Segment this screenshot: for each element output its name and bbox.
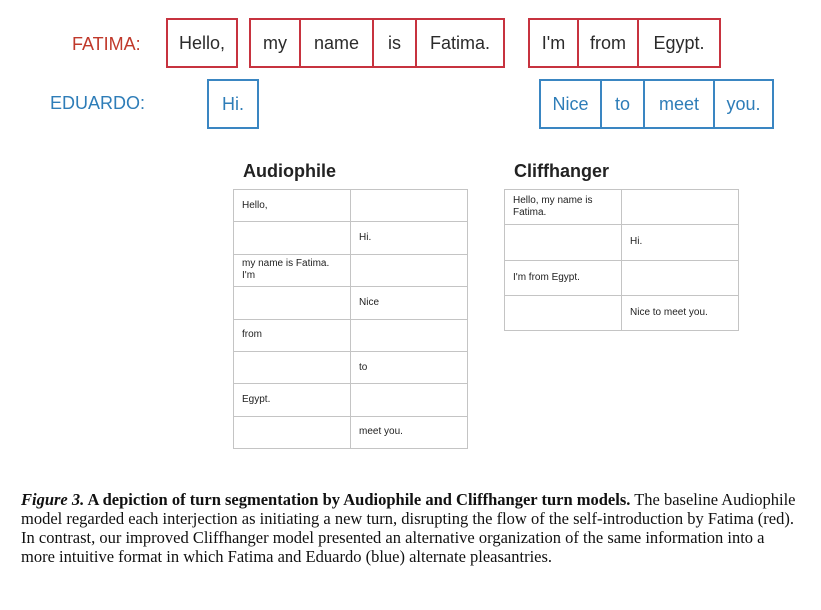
eduardo-turn-cell: meet you. (351, 416, 468, 448)
word-box-fatima: I'm (528, 18, 579, 68)
word-box-eduardo: to (600, 79, 645, 129)
table-row (505, 190, 739, 225)
eduardo-turn-cell (351, 384, 468, 416)
eduardo-turn-cell: Nice to meet you. (622, 295, 739, 330)
table-row (234, 351, 468, 383)
eduardo-turn-cell: Hi. (622, 225, 739, 260)
eduardo-turn-cell: to (351, 351, 468, 383)
table-row (234, 384, 468, 416)
fatima-turn-cell (234, 416, 351, 448)
eduardo-turn-cell (622, 260, 739, 295)
audiophile-turn-table (233, 189, 468, 449)
fatima-turn-cell (234, 222, 351, 254)
word-box-eduardo: Hi. (207, 79, 259, 129)
eduardo-turn-cell (622, 190, 739, 225)
table-row (505, 260, 739, 295)
fatima-turn-cell: Egypt. (234, 384, 351, 416)
word-box-eduardo: Nice (539, 79, 602, 129)
table-row (234, 287, 468, 319)
caption-body: The baseline Audiophile model regarded each interjection as initiating a new turn, disrupting the flow of the self-introduction by Fatima (red). In contrast, our improved Cliffhanger model presented an alternative organization of the same information into a more intuitive format in which Fatima and Eduardo (blue) alternate pleasantries. (21, 490, 796, 566)
table-row (234, 222, 468, 254)
speaker-label-eduardo: EDUARDO: (50, 93, 146, 113)
fatima-turn-cell: I'm from Egypt. (505, 260, 622, 295)
word-box-fatima: my (249, 18, 301, 68)
fatima-turn-cell (505, 225, 622, 260)
table-row (505, 225, 739, 260)
table-row (234, 190, 468, 222)
fatima-turn-cell: from (234, 319, 351, 351)
eduardo-turn-cell (351, 319, 468, 351)
table-row (234, 254, 468, 286)
word-box-fatima: is (372, 18, 417, 68)
word-box-eduardo: you. (713, 79, 774, 129)
figure-caption (21, 490, 801, 566)
figure-label: Figure 3. (21, 490, 85, 509)
caption-title: A depiction of turn segmentation by Audiophile and Cliffhanger turn models. (87, 490, 631, 509)
eduardo-turn-cell: Hi. (351, 222, 468, 254)
fatima-turn-cell (234, 351, 351, 383)
eduardo-turn-cell (351, 254, 468, 286)
table-row (234, 319, 468, 351)
eduardo-turn-cell: Nice (351, 287, 468, 319)
word-box-fatima: Fatima. (415, 18, 505, 68)
fatima-turn-cell: Hello, my name is Fatima. (505, 190, 622, 225)
fatima-turn-cell: my name is Fatima. I'm (234, 254, 351, 286)
table-row (505, 295, 739, 330)
speaker-label-fatima: FATIMA: (72, 34, 141, 54)
table-row (234, 416, 468, 448)
fatima-turn-cell (505, 295, 622, 330)
word-box-fatima: Egypt. (637, 18, 721, 68)
word-box-fatima: from (577, 18, 639, 68)
cliffhanger-title: Cliffhanger (514, 161, 610, 181)
audiophile-title: Audiophile (243, 161, 336, 181)
fatima-turn-cell: Hello, (234, 190, 351, 222)
word-box-eduardo: meet (643, 79, 715, 129)
word-box-fatima: name (299, 18, 374, 68)
word-box-fatima: Hello, (166, 18, 238, 68)
fatima-turn-cell (234, 287, 351, 319)
cliffhanger-turn-table (504, 189, 739, 331)
eduardo-turn-cell (351, 190, 468, 222)
